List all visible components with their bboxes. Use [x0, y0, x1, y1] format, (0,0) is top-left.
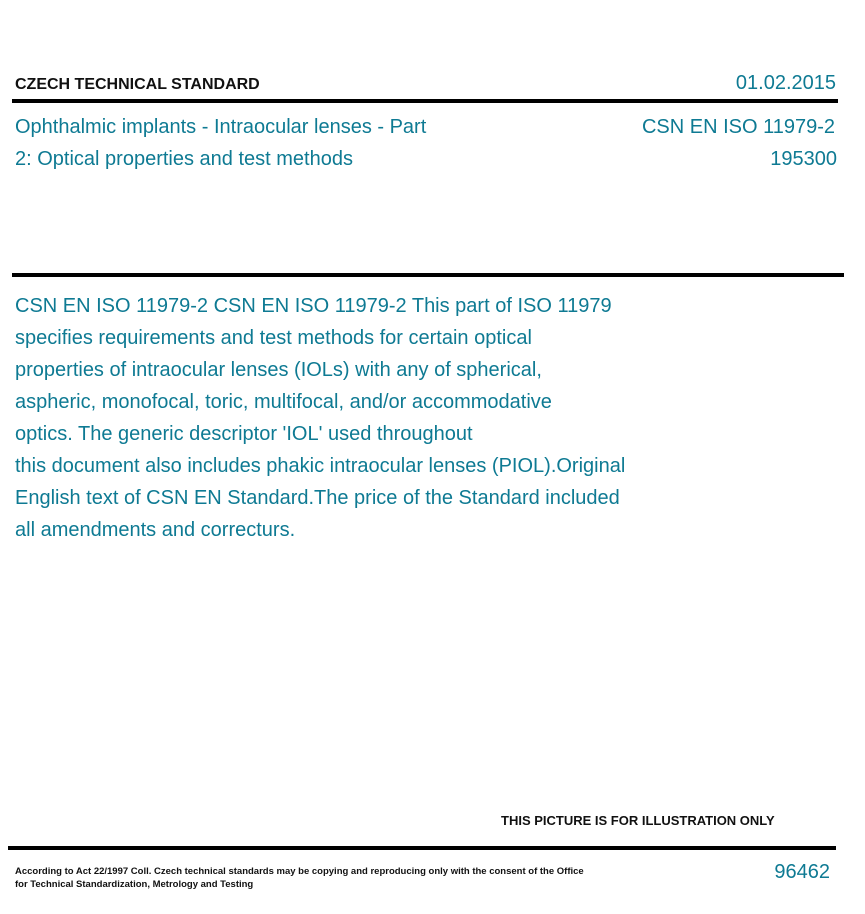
legal-notice	[15, 865, 584, 891]
description-line: specifies requirements and test methods for certain optical	[15, 327, 532, 349]
description-line: English text of CSN EN Standard.The price of the Standard included	[15, 487, 620, 509]
illustration-notice: THIS PICTURE IS FOR ILLUSTRATION ONLY	[501, 813, 775, 828]
footer-rule	[8, 846, 836, 850]
description-line: all amendments and correcturs.	[15, 519, 296, 541]
document-header-title: CZECH TECHNICAL STANDARD	[15, 76, 260, 93]
classification-number: 195300	[770, 148, 837, 170]
legal-notice-line: According to Act 22/1997 Coll. Czech technical standards may be copying and reproducing only with the consent of the Office	[15, 866, 584, 877]
description-line: properties of intraocular lenses (IOLs) with any of spherical,	[15, 359, 542, 381]
standard-title-line-1: Ophthalmic implants - Intraocular lenses - Part	[15, 116, 427, 138]
document-number: 96462	[774, 861, 830, 883]
legal-notice-line: for Technical Standardization, Metrology and Testing	[15, 879, 254, 890]
section-rule	[12, 273, 844, 277]
description-line: aspheric, monofocal, toric, multifocal, and/or accommodative	[15, 391, 552, 413]
description-line: this document also includes phakic intraocular lenses (PIOL).Original	[15, 455, 626, 477]
header-rule	[12, 99, 838, 103]
description-line: CSN EN ISO 11979-2 CSN EN ISO 11979-2 This part of ISO 11979	[15, 295, 612, 317]
standard-code: CSN EN ISO 11979-2	[641, 116, 835, 138]
description-text	[15, 290, 705, 546]
description-line: optics. The generic descriptor 'IOL' used throughout	[15, 423, 473, 445]
publication-date: 01.02.2015	[735, 72, 836, 94]
standard-title-line-2: 2: Optical properties and test methods	[15, 148, 353, 170]
